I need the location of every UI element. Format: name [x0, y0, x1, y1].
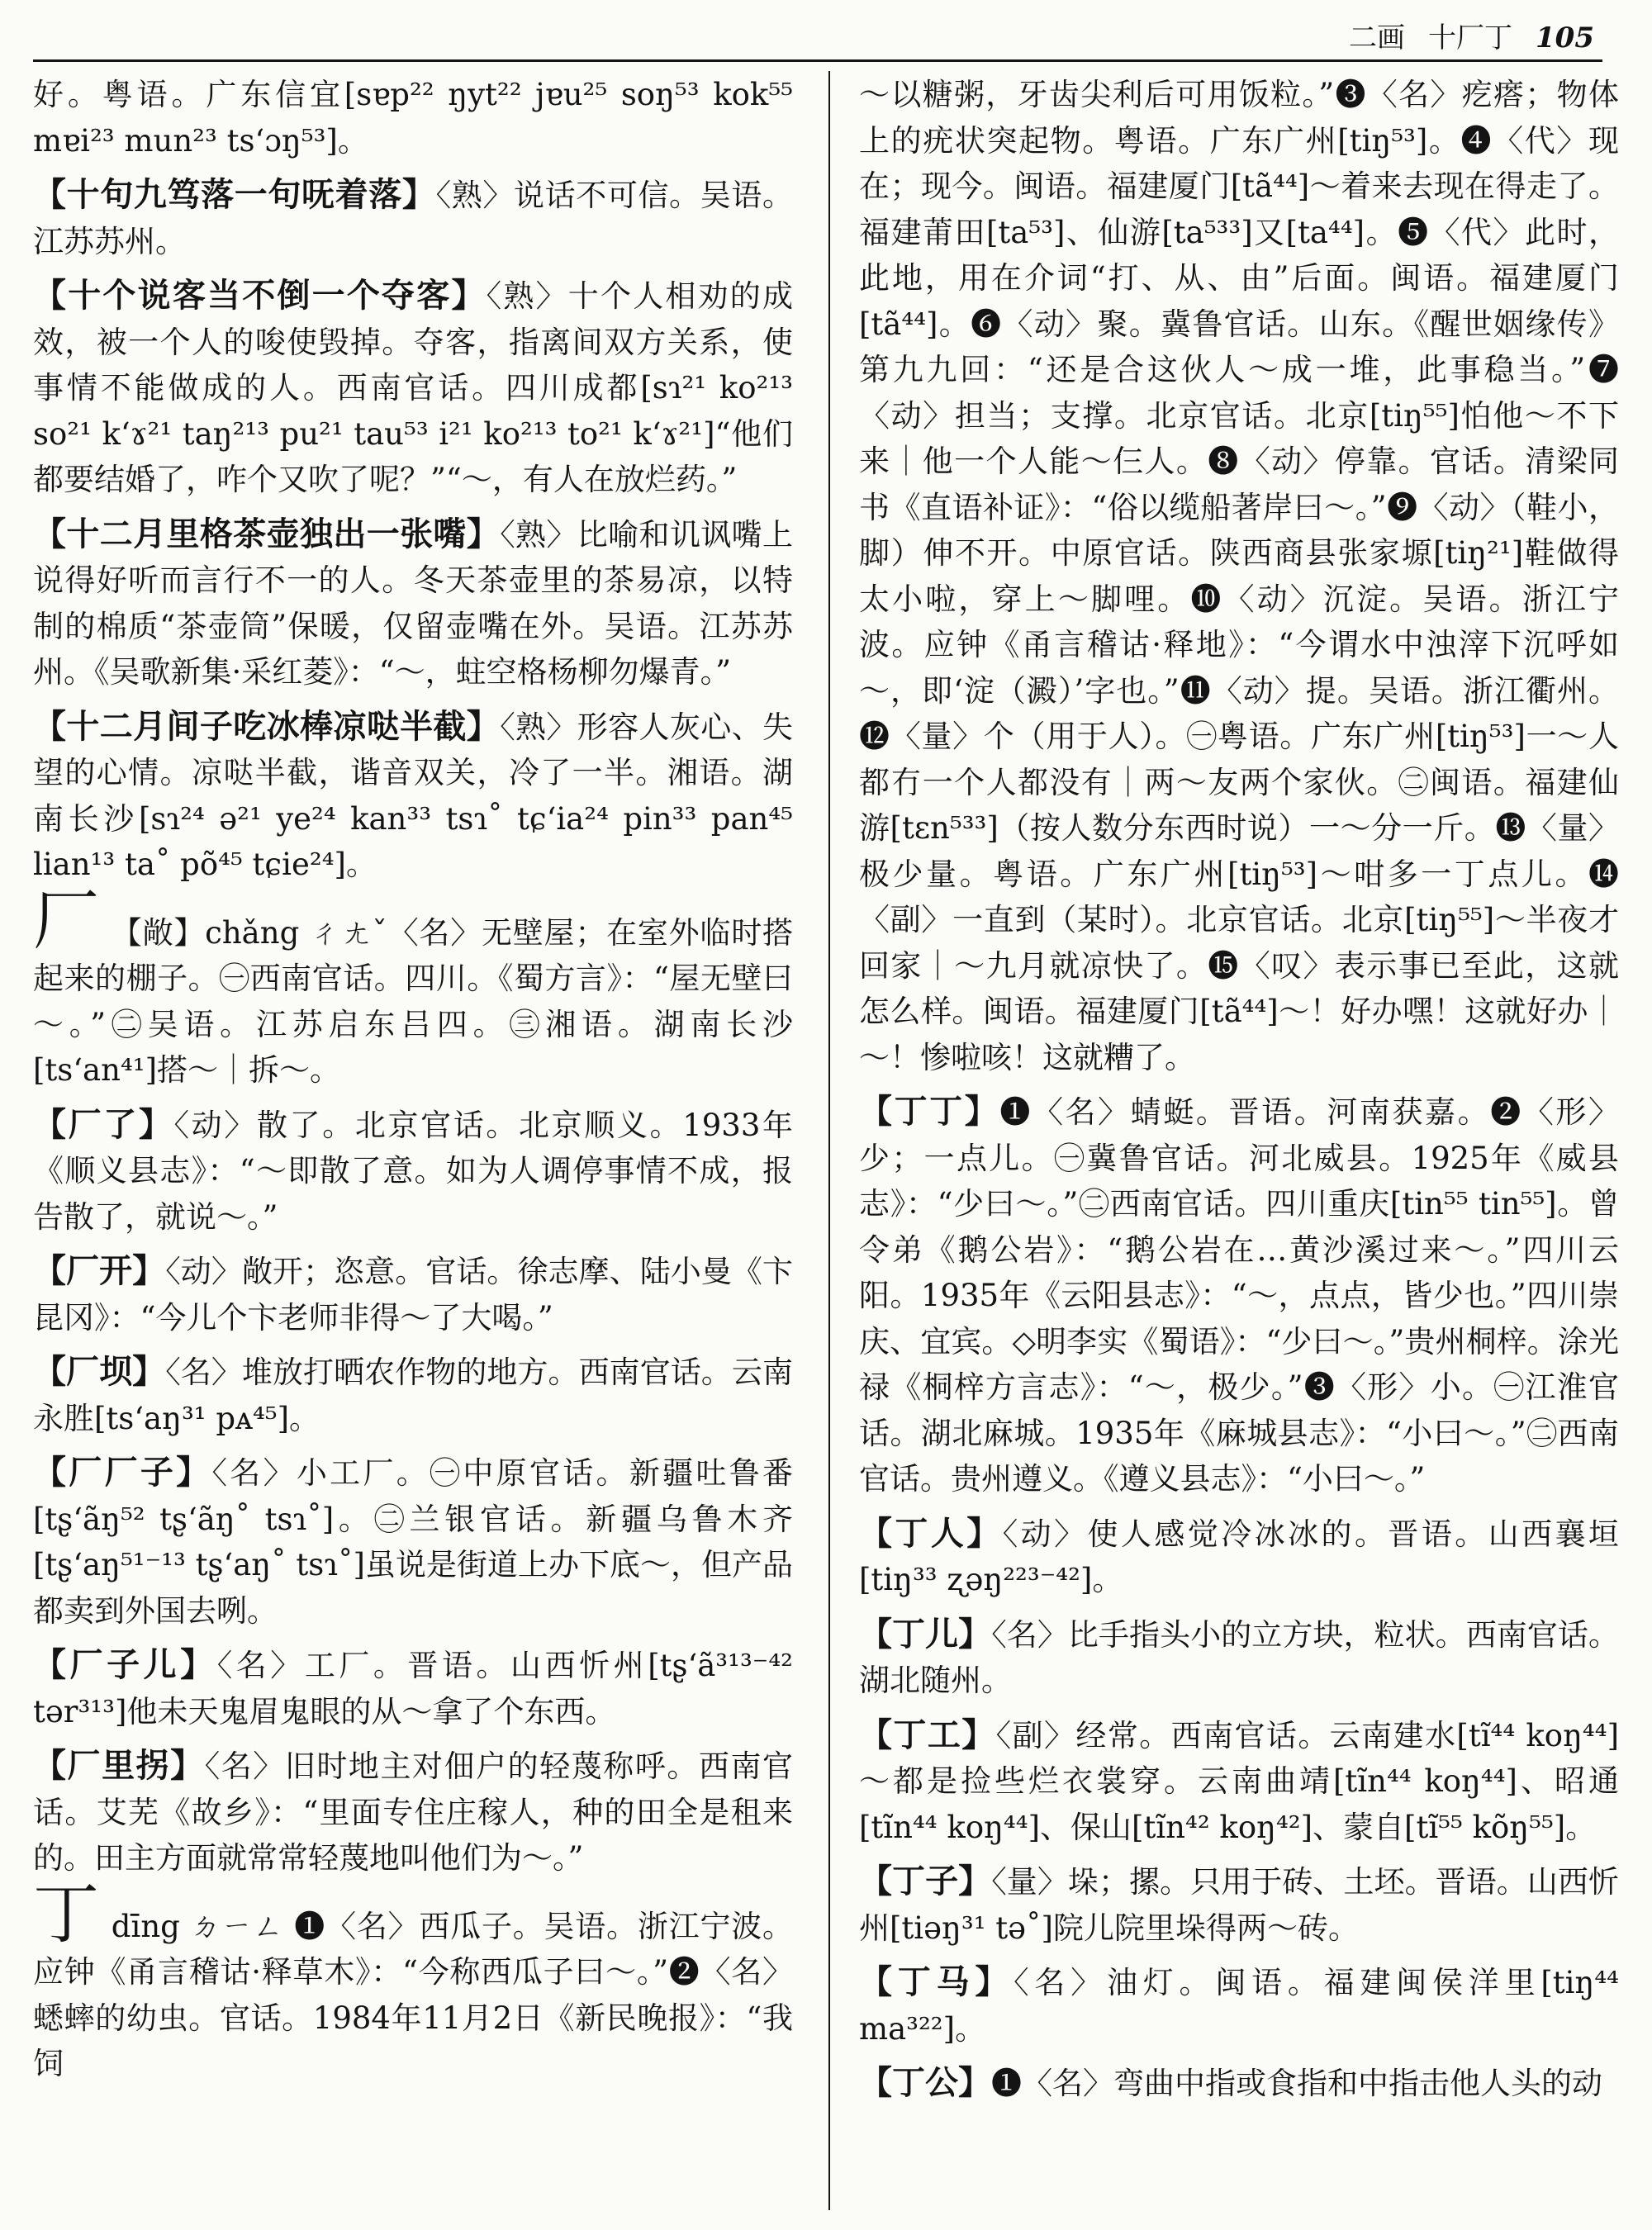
entry-text: 〈名〉堆放打晒农作物的地方。西南官话。云南永胜[tsʻaŋ³¹ pᴀ⁴⁵]。: [33, 1355, 793, 1436]
entry-text: dīng ㄉㄧㄥ ❶〈名〉西瓜子。吴语。浙江宁波。应钟《甬言稽诂·释草木》：“今称西瓜子曰～。”❷〈名〉蟋蟀的幼虫。官话。1984年11月2日《新民晚报》：“我饲: [33, 1908, 794, 2081]
entry-text: 〈量〉垛；摞。只用于砖、土坯。晋语。山西忻州[tiəŋ³¹ tə˚]院儿院里垛得两～砖。: [859, 1864, 1619, 1946]
entry: [859, 1089, 1619, 1502]
entry: [33, 1743, 793, 1881]
entry: [33, 172, 793, 264]
entry-text: 【敞】chǎng ㄔㄤˇ〈名〉无壁屋；在室外临时搭起来的棚子。㊀西南官话。四川。《蜀方言》：“屋无壁曰～。”㊁吴语。江苏启东吕四。㊂湘语。湖南长沙[tsʻan⁴¹]搭～｜拆～。: [33, 914, 793, 1088]
entry-headword: 丁: [33, 1875, 100, 1952]
entry-headword: 【丁马】: [859, 1962, 1014, 2001]
entry-text: 〈名〉油灯。闽语。福建闽侯洋里[tiŋ⁴⁴ ma³²²]。: [859, 1965, 1620, 2047]
entry-headword: 【丁子】: [859, 1862, 992, 1900]
entry-headword: 厂: [33, 881, 100, 959]
entry: [859, 1959, 1619, 2052]
entry: [859, 1712, 1619, 1851]
entry-text: ～以糖粥，牙齿尖利后可用饭粒。”❸〈名〉疙瘩；物体上的疣状突起物。粤语。广东广州[tiŋ⁵³]。❹〈代〉现在；现今。闽语。福建厦门[tã⁴⁴]～着来去现在得走了。福建莆田[ta⁵³]、仙游[ta⁵³³]又[ta⁴⁴]。❺〈代〉此时，此地，用在介词“打、从、由”后面。闽语。福建厦门[tã⁴⁴]。❻〈动〉聚。冀鲁官话。山东。《醒世姻缘传》第九九回：“还是合这伙人～成一堆，此事稳当。”❼〈动〉担当；支撑。北京官话。北京[tiŋ⁵⁵]怕他～不下来｜他一个人能～仨人。❽〈动〉停靠。官话。清梁同书《直语补证》：“俗以缆船著岸曰～。”❾〈动〉（鞋小，脚）伸不开。中原官话。陕西商县张家塬[tiŋ²¹]鞋做得太小啦，穿上～脚哩。❿〈动〉沉淀。吴语。浙江宁波。应钟《甬言稽诂·释地》：“今谓水中浊滓下沉呼如～，即‘淀（澱）’字也。”⓫〈动〉提。吴语。浙江衢州。⓬〈量〉个（用于人）。㊀粤语。广东广州[tiŋ⁵³]一～人都冇一个人都没有｜两～友两个家伙。㊁闽语。福建仙游[tɛn⁵³³]（按人数分东西时说）一～分一斤。⓭〈量〉极少量。粤语。广东广州[tiŋ⁵³]～咁多一丁点儿。⓮〈副〉一直到（某时）。北京官话。北京[tiŋ⁵⁵]～半夜才回家｜～九月就凉快了。⓯〈叹〉表示事已至此，这就怎么样。闽语。福建厦门[tã⁴⁴]～！好办嘿！这就好办｜～！惨啦咳！这就糟了。: [859, 77, 1619, 1075]
entry-text: 〈名〉旧时地主对佃户的轻蔑称呼。西南官话。艾芜《故乡》：“里面专住庄稼人，种的田全是租来的。田主方面就常常轻蔑地叫他们为～。”: [33, 1748, 794, 1876]
entry-text: 〈熟〉十个人相劝的成效，被一个人的唆使毁掉。夺客，指离间双方关系，使事情不能做成的人。西南官话。四川成都[sɿ²¹ ko²¹³ so²¹ kʻɤ²¹ taŋ²¹³ pu²¹ tau⁵³ i²¹ ko²¹³ to²¹ kʻɤ²¹]“他们都要结婚了，咋个又吹了呢？”“～，有人在放烂药。”: [33, 278, 794, 497]
entry-text: 〈熟〉比喻和讥讽嘴上说得好听而言行不一的人。冬天茶壶里的茶易凉，以特制的棉质“茶壶筒”保暖，仅留壶嘴在外。吴语。江苏苏州。《吴歌新集·采红菱》：“～，蛀空格杨柳勿爆青。”: [33, 516, 794, 690]
entry-headword: 【丁人】: [859, 1513, 1003, 1553]
entry: [859, 1858, 1619, 1951]
entry: [33, 1349, 793, 1441]
entry-headword: 【厂坝】: [33, 1352, 166, 1391]
entry-headword: 【厂了】: [33, 1104, 174, 1144]
entry: [33, 273, 793, 503]
entry-text: 〈熟〉形容人灰心、失望的心情。凉哒半截，谐音双关，冷了一半。湘语。湖南长沙[sɿ²⁴ ə²¹ ye²⁴ kan³³ tsɿ˚ tɕʻia²⁴ pin³³ pan⁴⁵ lian¹³ ta˚ põ⁴⁵ tɕie²⁴]。: [33, 709, 794, 882]
entry-text: 好。粤语。广东信宜[sɐp²² ŋyt²² jɐu²⁵ soŋ⁵³ kok⁵⁵ mɐi²³ mun²³ tsʻɔŋ⁵³]。: [33, 77, 793, 159]
entry: [859, 1611, 1619, 1704]
page-number: 105: [1536, 21, 1594, 55]
entry-headword: 【厂子儿】: [33, 1645, 217, 1684]
entry: [33, 1642, 793, 1734]
header-rule: [33, 59, 1602, 62]
entry-headword: 【丁工】: [859, 1715, 996, 1754]
entry-text: 〈名〉小工厂。㊀中原官话。新疆吐鲁番[tʂʻãŋ⁵² tʂʻãŋ˚ tsɿ˚]。㊁兰银官话。新疆乌鲁木齐[tʂʻaŋ⁵¹⁻¹³ tʂʻaŋ˚ tsɿ˚]虽说是街道上办下底～，但产品都卖到外国去咧。: [33, 1455, 794, 1629]
entry-text: 〈名〉比手指头小的立方块，粒状。西南官话。湖北随州。: [859, 1616, 1619, 1698]
entry-headword: 【厂里拐】: [33, 1746, 205, 1785]
entry: [33, 71, 793, 164]
entry-text: ❶〈名〉弯曲中指或食指和中指击他人头的动: [991, 2066, 1602, 2101]
entry-headword: 【十个说客当不倒一个夺客】: [33, 276, 487, 315]
entry-headword: 【十二月里格茶壶独出一张嘴】: [33, 514, 501, 553]
entry: [33, 1450, 793, 1634]
running-head: [1349, 15, 1594, 55]
entry: [33, 704, 793, 888]
entry-headword: 【厂厂子】: [33, 1453, 212, 1492]
entry: [859, 71, 1619, 1080]
entry-text: ❶〈名〉蜻蜓。晋语。河南获嘉。❷〈形〉少；一点儿。㊀冀鲁官话。河北威县。1925年《威县志》：“少曰～。”㊁西南官话。四川重庆[tin⁵⁵ tin⁵⁵]。曾令弟《鹅公岩》：“鹅公岩在…黄沙溪过来～。”四川云阳。1935年《云阳县志》：“～，点点，皆少也。”四川崇庆、宜宾。◇明李实《蜀语》：“少曰～。”贵州桐梓。涂光禄《桐梓方言志》：“～，极少。”❸〈形〉小。㊀江淮官话。湖北麻城。1935年《麻城县志》：“小曰～。”㊁西南官话。贵州遵义。《遵义县志》：“小曰～。”: [859, 1094, 1620, 1497]
entry-head-character: [33, 1875, 794, 2087]
entry: [33, 1248, 793, 1340]
entry-text: 〈动〉敞开；恣意。官话。徐志摩、陆小曼《卞昆冈》：“今儿个卞老师非得～了大喝。”: [33, 1254, 793, 1336]
entry-headword: 【丁公】: [859, 2063, 991, 2102]
entry-text: 〈名〉工厂。晋语。山西忻州[tʂʻã³¹³⁻⁴² tər³¹³]他未天鬼眉鬼眼的从～拿了个东西。: [33, 1648, 794, 1729]
column-divider: [828, 71, 830, 2210]
running-head-section: 二画: [1349, 21, 1406, 55]
entry-headword: 【厂开】: [33, 1251, 166, 1290]
entry-text: 〈副〉经常。西南官话。云南建水[tĩ⁴⁴ koŋ⁴⁴]～都是捡些烂衣裳穿。云南曲靖[tĩn⁴⁴ koŋ⁴⁴]、昭通[tĩn⁴⁴ koŋ⁴⁴]、保山[tĩn⁴² koŋ⁴²]、蒙自[tĩ⁵⁵ kõŋ⁵⁵]。: [859, 1717, 1619, 1845]
right-column: [859, 71, 1619, 2115]
entry-headword: 【丁丁】: [859, 1092, 1000, 1131]
running-head-chars: 十厂丁: [1428, 21, 1513, 55]
entry-text: 〈动〉散了。北京官话。北京顺义。1933年《顺义县志》：“～即散了意。如为人调停事情不成，报告散了，就说～。”: [33, 1107, 793, 1235]
entry-text: 〈动〉使人感觉冷冰冰的。晋语。山西襄垣[tiŋ³³ ʐəŋ²²³⁻⁴²]。: [859, 1516, 1620, 1597]
entry-head-character: [33, 881, 793, 1094]
entry: [33, 1102, 793, 1241]
entry: [859, 2060, 1619, 2107]
entry-headword: 【十句九笃落一句呒着落】: [33, 175, 436, 214]
left-column: [33, 71, 793, 2095]
entry: [33, 511, 793, 695]
entry-text: 〈熟〉说话不可信。吴语。江苏苏州。: [33, 178, 794, 259]
entry: [859, 1511, 1619, 1603]
entry-headword: 【十二月间子吃冰棒凉哒半截】: [33, 706, 501, 746]
entry-headword: 【丁儿】: [859, 1614, 992, 1654]
